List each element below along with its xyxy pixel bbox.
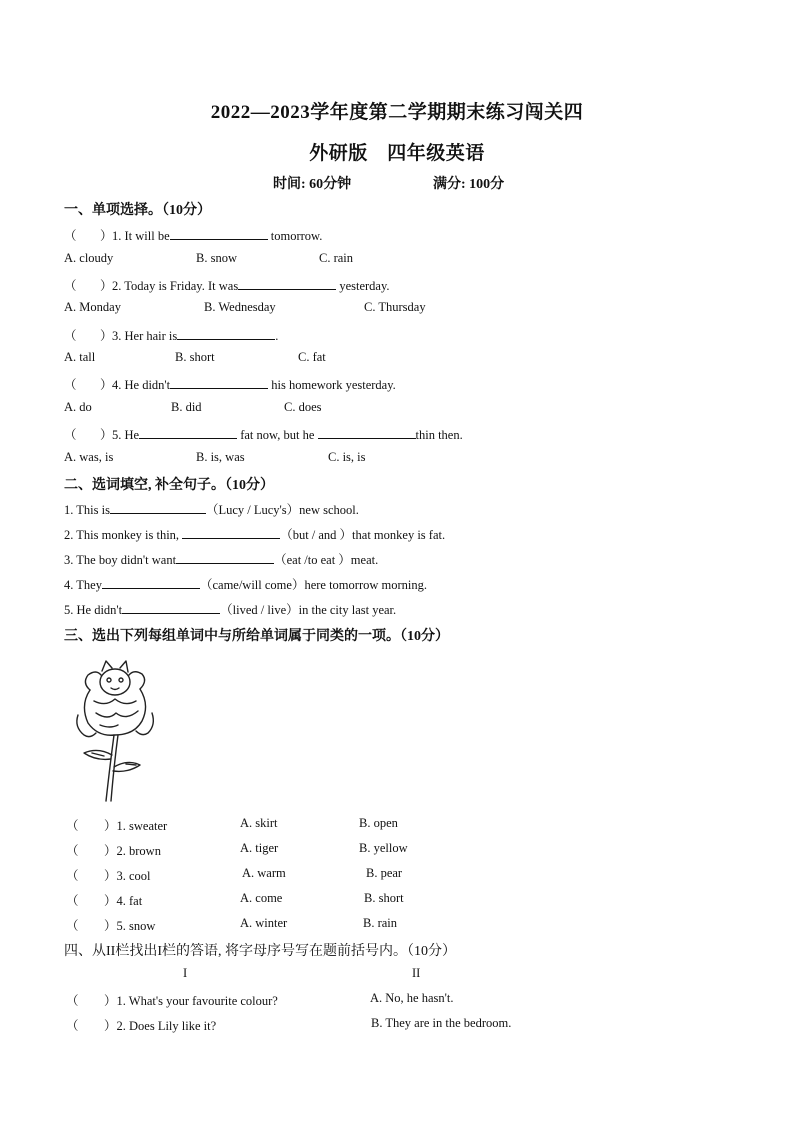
s2-item-4: 4. They （came/will come）here tomorrow morning. <box>64 578 427 592</box>
s4-item-1-answer: A. No, he hasn't. <box>370 991 454 1005</box>
exam-time: 时间: 60分钟 <box>273 177 352 192</box>
s1-question-1: （ ）1. It will be tomorrow. <box>64 229 323 243</box>
s4-item-2-answer: B. They are in the bedroom. <box>371 1016 512 1030</box>
s3-item-5-option-a: A. winter <box>240 916 288 930</box>
s3-item-1-option-b: B. open <box>359 816 398 830</box>
s3-item-2: （ ）2. brown <box>66 844 161 858</box>
page-title: 2022—2023学年度第二学期期末练习闯关四 <box>210 102 584 123</box>
s1-q1-option-b: B. snow <box>196 251 237 265</box>
s1-q3-option-a: A. tall <box>64 350 96 364</box>
s3-item-3: （ ）3. cool <box>66 869 151 883</box>
s3-item-1: （ ）1. sweater <box>66 819 168 833</box>
s1-q5-option-a: A. was, is <box>64 450 114 464</box>
page-subtitle: 外研版 四年级英语 <box>309 143 485 164</box>
section-4-heading: 四、从II栏找出I栏的答语, 将字母序号写在题前括号内。（10分） <box>64 944 456 959</box>
s3-item-5-option-b: B. rain <box>363 916 398 930</box>
s1-question-5: （ ）5. He fat now, but he thin then. <box>64 428 463 442</box>
section-1-heading: 一、单项选择。（10分） <box>64 203 211 218</box>
column-ii-header: II <box>412 966 421 980</box>
rose-cartoon-icon <box>70 655 160 805</box>
s4-item-1: （ ）1. What's your favourite colour? <box>66 994 278 1008</box>
s1-q4-option-a: A. do <box>64 400 92 414</box>
column-i-header: I <box>183 966 188 980</box>
answer-blank[interactable] <box>177 327 275 340</box>
answer-blank[interactable] <box>102 576 200 589</box>
s3-item-1-option-a: A. skirt <box>240 816 278 830</box>
answer-blank[interactable] <box>182 526 280 539</box>
s1-q2-option-c: C. Thursday <box>364 300 426 314</box>
s1-q1-option-c: C. rain <box>319 251 354 265</box>
answer-blank[interactable] <box>176 551 274 564</box>
s1-q2-option-a: A. Monday <box>64 300 121 314</box>
answer-blank[interactable] <box>122 601 220 614</box>
s3-item-3-option-a: A. warm <box>242 866 286 880</box>
s1-q3-option-b: B. short <box>175 350 215 364</box>
s1-q3-option-c: C. fat <box>298 350 326 364</box>
s2-item-3: 3. The boy didn't want （eat /to eat ）meat. <box>64 553 379 567</box>
section-2-heading: 二、选词填空, 补全句子。（10分） <box>64 478 274 493</box>
section-3-heading: 三、选出下列每组单词中与所给单词属于同类的一项。（10分） <box>64 629 449 644</box>
s1-question-3: （ ）3. Her hair is . <box>64 329 279 343</box>
s3-item-5: （ ）5. snow <box>66 919 156 933</box>
s1-q5-option-c: C. is, is <box>328 450 366 464</box>
s3-item-3-option-b: B. pear <box>366 866 403 880</box>
answer-blank[interactable] <box>318 426 416 439</box>
s2-item-1: 1. This is （Lucy / Lucy's）new school. <box>64 503 359 517</box>
s1-question-4: （ ）4. He didn't his homework yesterday. <box>64 378 396 392</box>
s1-question-2: （ ）2. Today is Friday. It was yesterday. <box>64 279 390 293</box>
s1-q2-option-b: B. Wednesday <box>204 300 276 314</box>
s2-item-5: 5. He didn't （lived / live）in the city last year. <box>64 603 397 617</box>
s1-q5-option-b: B. is, was <box>196 450 245 464</box>
s3-item-4-option-b: B. short <box>364 891 404 905</box>
answer-blank[interactable] <box>110 501 206 514</box>
answer-blank[interactable] <box>139 426 237 439</box>
answer-blank[interactable] <box>238 277 336 290</box>
exam-score: 满分: 100分 <box>433 177 505 192</box>
s3-item-2-option-b: B. yellow <box>359 841 408 855</box>
s1-q4-option-c: C. does <box>284 400 322 414</box>
s3-item-4: （ ）4. fat <box>66 894 143 908</box>
answer-blank[interactable] <box>170 227 268 240</box>
s3-item-4-option-a: A. come <box>240 891 283 905</box>
s1-q1-option-a: A. cloudy <box>64 251 114 265</box>
s1-q4-option-b: B. did <box>171 400 202 414</box>
s2-item-2: 2. This monkey is thin, （but / and ）that monkey is fat. <box>64 528 446 542</box>
s3-item-2-option-a: A. tiger <box>240 841 279 855</box>
answer-blank[interactable] <box>170 376 268 389</box>
s4-item-2: （ ）2. Does Lily like it? <box>66 1019 217 1033</box>
